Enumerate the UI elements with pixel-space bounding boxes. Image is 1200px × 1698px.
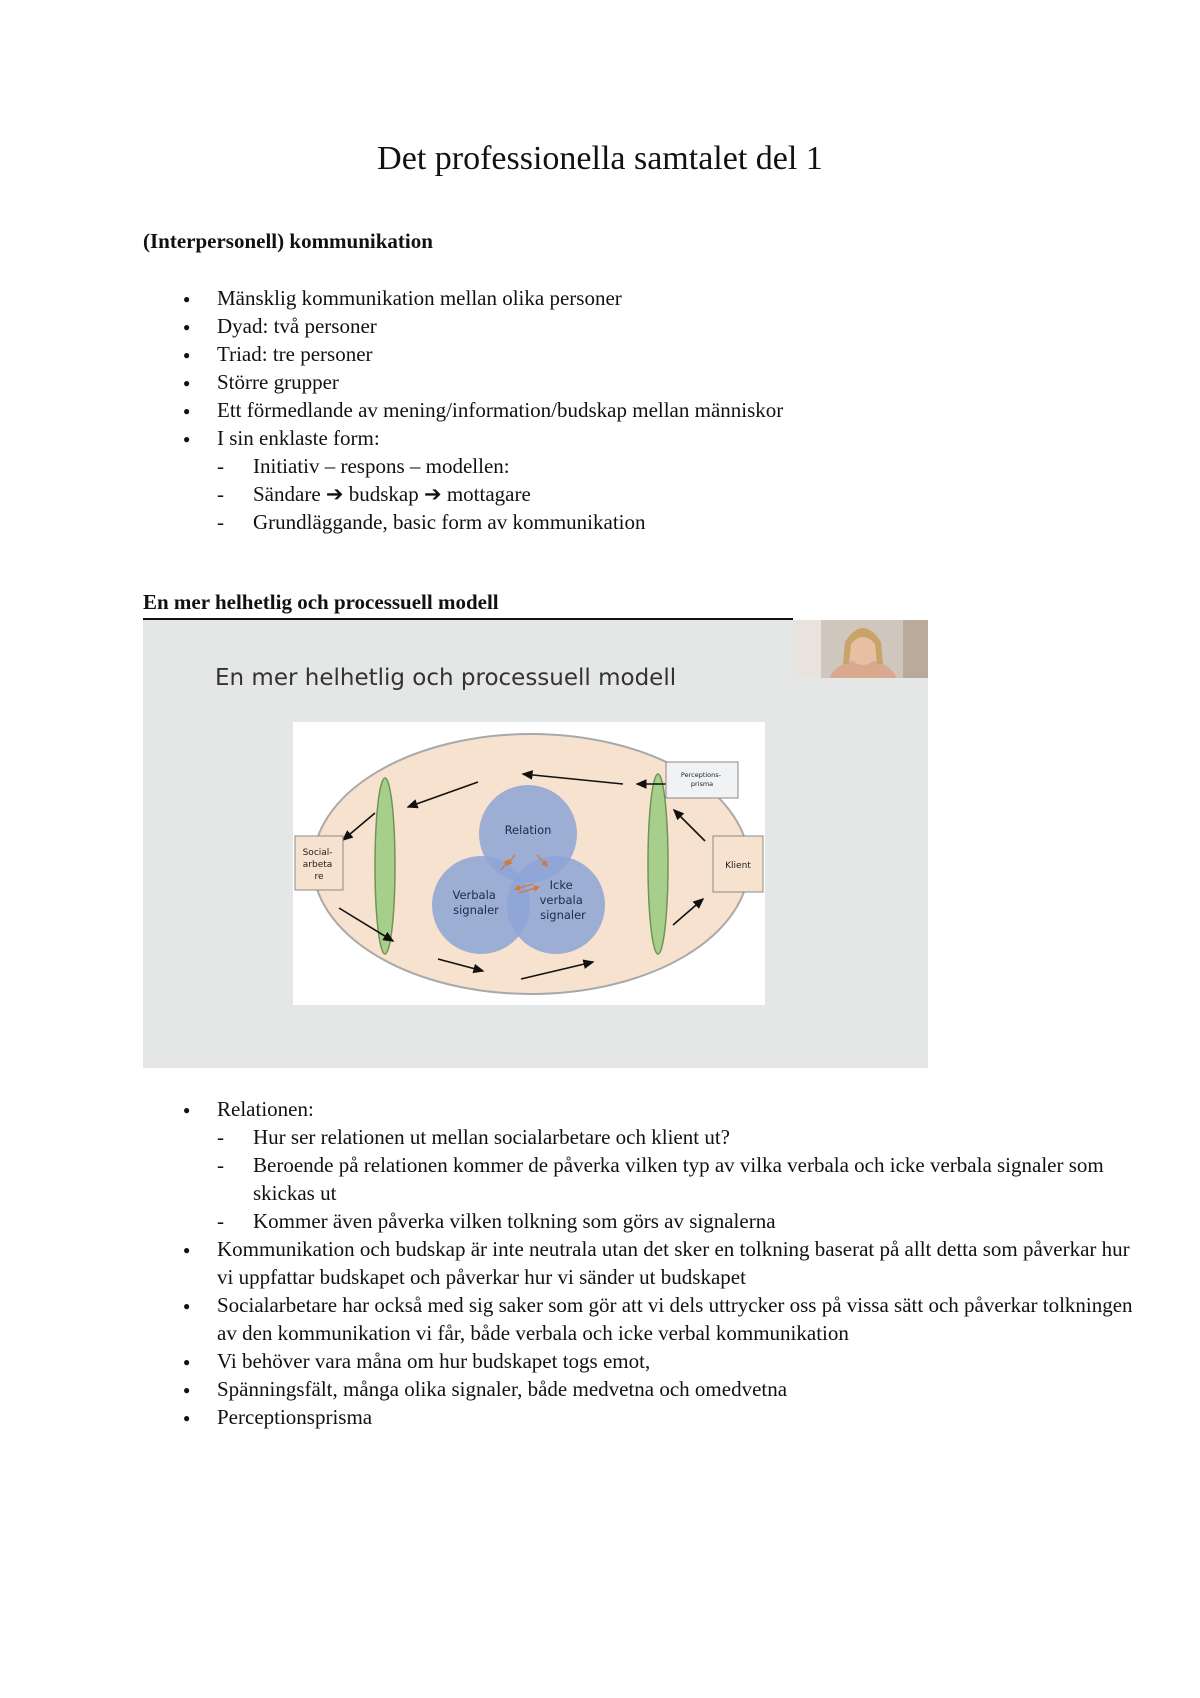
list-item: ● Socialarbetare har också med sig saker som gör att vi dels uttrycker oss på vissa sätt och påverkar tolkningen av den kommunikation vi får, både verbala och icke verbal kommunikation xyxy=(143,1291,1137,1347)
list-item: ● I sin enklaste form: xyxy=(143,424,1137,452)
document-title: Det professionella samtalet del 1 xyxy=(377,140,823,177)
list-item: ● Perceptionsprisma xyxy=(143,1403,1137,1431)
perception-prism-label: Perceptions- prisma xyxy=(680,771,722,788)
list-item: ● Ett förmedlande av mening/information/budskap mellan människor xyxy=(143,396,1137,424)
sub-list-item: - Hur ser relationen ut mellan socialarbetare och klient ut? xyxy=(143,1123,1133,1151)
slide-screenshot xyxy=(143,620,928,1068)
sub-list-item: - Kommer även påverka vilken tolkning som görs av signalerna xyxy=(143,1207,1133,1235)
sub-list-item: - Initiativ – respons – modellen: xyxy=(143,452,1133,480)
list-item: ● Vi behöver vara måna om hur budskapet togs emot, xyxy=(143,1347,1137,1375)
left-lens xyxy=(375,778,395,954)
list-item: ● Triad: tre personer xyxy=(143,340,1137,368)
sub-list-item: - Beroende på relationen kommer de påverka vilken typ av vilka verbala och icke verbala signaler som skickas ut xyxy=(143,1151,1133,1207)
right-lens xyxy=(648,774,668,954)
section1-list xyxy=(143,284,1137,536)
social-worker-label: Social- arbeta re xyxy=(302,848,333,882)
section-heading-model: En mer helhetlig och processuell modell xyxy=(143,590,499,614)
nonverbal-signals-label: Icke verbala signaler xyxy=(539,878,586,922)
list-item: ● Kommunikation och budskap är inte neutrala utan det sker en tolkning baserat på allt detta som påverkar hur vi uppfattar budskapet och påverkar hur vi sänder ut budskapet xyxy=(143,1235,1137,1291)
section2-list xyxy=(143,1095,1137,1431)
sub-list-item: - Sändare ➔ budskap ➔ mottagare xyxy=(143,480,1133,508)
section-heading-communication: (Interpersonell) kommunikation xyxy=(143,229,433,253)
webcam-thumbnail xyxy=(793,620,928,678)
slide-title: En mer helhetlig och processuell modell xyxy=(215,665,677,691)
list-item: ● Mänsklig kommunikation mellan olika personer xyxy=(143,284,1137,312)
list-item: ● Relationen: xyxy=(143,1095,1137,1123)
list-item: ● Dyad: två personer xyxy=(143,312,1137,340)
relation-label: Relation xyxy=(504,823,552,837)
communication-model-diagram xyxy=(293,722,765,1005)
client-label: Klient xyxy=(725,861,751,871)
list-item: ● Större grupper xyxy=(143,368,1137,396)
list-item: ● Spänningsfält, många olika signaler, både medvetna och omedvetna xyxy=(143,1375,1137,1403)
verbal-signals-label: Verbala signaler xyxy=(452,888,499,917)
sub-list-item: - Grundläggande, basic form av kommunikation xyxy=(143,508,1133,536)
